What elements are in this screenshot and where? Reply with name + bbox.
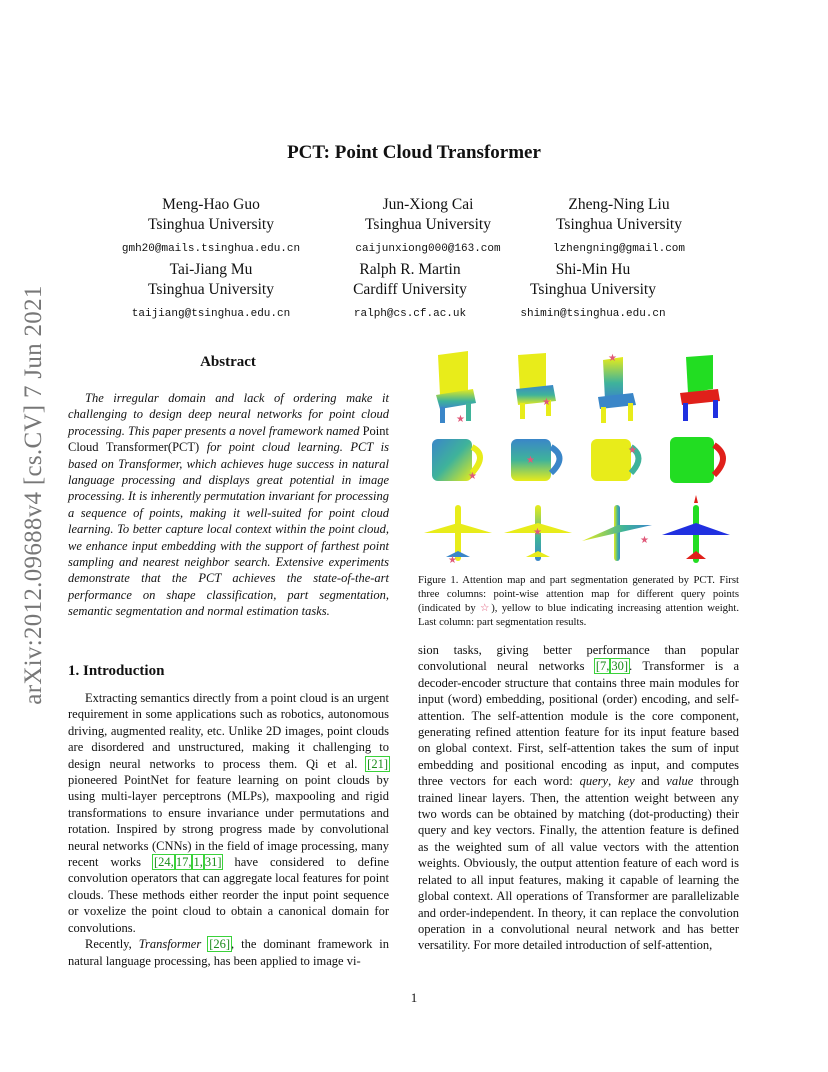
svg-text:★: ★: [628, 445, 637, 456]
term-value: value: [666, 774, 694, 789]
author-block: [101, 260, 321, 324]
svg-text:★: ★: [468, 471, 477, 482]
term-query: query: [579, 774, 609, 789]
paper-title: PCT: Point Cloud Transformer: [287, 142, 541, 163]
author-email[interactable]: shimin@tsinghua.edu.cn: [520, 308, 666, 320]
chair-attention-1: [436, 351, 476, 425]
framework-name: Point Cloud Transformer(PCT): [68, 423, 390, 455]
author-name: Shi-Min Hu: [555, 261, 631, 278]
author-block: [483, 260, 703, 324]
chair-segmentation: [680, 355, 720, 421]
author-name: Meng-Hao Guo: [162, 196, 260, 213]
figure-1-image: [418, 345, 738, 570]
airplane-attention-2: [504, 505, 572, 561]
mug-attention-3: [591, 439, 639, 481]
figure-caption: [418, 573, 739, 629]
intro-text: , the dominant framework in natural language processing, has been applied to image vi-: [68, 937, 389, 968]
citation-link[interactable]: [7,: [595, 659, 610, 674]
author-name: Jun-Xiong Cai: [382, 196, 474, 213]
body-text: and: [641, 774, 660, 789]
attention-map-figure: [418, 345, 738, 570]
author-email[interactable]: gmh20@mails.tsinghua.edu.cn: [121, 243, 301, 255]
author-name: Tai-Jiang Mu: [169, 261, 253, 278]
author-affiliation: Tsinghua University: [148, 281, 274, 298]
intro-text: Recently,: [85, 937, 132, 952]
intro-text: pioneered PointNet for feature learning on point clouds by using multi-layer perceptrons (MLPs), maxpooling and rigid transformations to ensure invariance under permutations and rotation. Inspired by strong progress made by convolutional neural networks (CNNs) in the field of image processing, many recent works: [68, 773, 389, 870]
page-number: 1: [410, 990, 418, 1005]
body-text: through trained linear layers. Then, the attention weight between any two words can be obtained by matching (dot-producting) their query and key vectors. Finally, the attention feature is defined as the weighted sum of all value vectors with the attention weights. Obviously, the output attention feature of each word is related to all input features, making it capable of learning the global context. All operations of Transformer are parallelizable and order-independent. In theory, it can replace the convolution operation in a convolutional neural network and has better versatility. For more detailed introduction of self-attention,: [418, 774, 740, 953]
svg-text:★: ★: [608, 353, 617, 364]
abstract-part-1: The irregular domain and lack of ordering make it challenging to design deep neural networks for point cloud processing. This paper presents a novel framework named: [68, 391, 389, 438]
arxiv-identifier: [14, 285, 54, 705]
svg-text:★: ★: [542, 397, 551, 408]
author-affiliation: Tsinghua University: [365, 216, 491, 233]
arxiv-id-text: arXiv:2012.09688v4 [cs.CV] 7 Jun 2021: [20, 285, 47, 705]
mug-attention-1: [432, 439, 480, 482]
introduction-text: [68, 690, 389, 969]
airplane-attention-3: [582, 505, 652, 561]
citation-link[interactable]: 31]: [204, 855, 222, 870]
author-block: [101, 195, 321, 259]
airplane-attention-1: [424, 505, 492, 566]
chair-attention-3: [598, 353, 636, 423]
author-block: [318, 195, 538, 259]
right-column-text: sion tasks, giving better performance than popular convolutional neural networks [7, 30]. Transformer is a decoder-encoder structure that contains three main modules for input (word) embedding, positional (order) encoding, and self-attention. The self-attention module is the core component, generating refined attention feature for its input feature based on global context. First, self-attention takes the sum of input embedding and positional encoding as input, and computes three vectors for each word: query, key and value through trained linear layers. Then, the attention weight between any two words can be obtained by matching (dot-producting) their query and key vectors. Finally, the attention feature is defined as the weighted sum of all value vectors with the attention weights. Obviously, the output attention feature of each word is related to all input features, making it capable of learning the global context. All operations of Transformer are parallelizable and order-independent. In theory, it can replace the convolution operation in a convolutional neural network and has better versatility. For more detailed introduction of self-attention,: [418, 643, 740, 953]
citation-link[interactable]: 1,: [193, 855, 203, 870]
body-text: . Transformer is a decoder-encoder structure that contains three main modules for input (word) embedding, positional (order) encoding, and self-attention. The self-attention module is the core component, generating refined attention feature for its input feature based on global context. First, self-attention takes the sum of input embedding and positional encoding as input, and computes three vectors for each word:: [418, 659, 739, 789]
caption-text: Figure 1. Attention map and part segmentation generated by PCT. First three columns: point-wise attention map for different query points (indicated by: [418, 574, 739, 614]
svg-text:★: ★: [526, 455, 535, 466]
author-block: [509, 195, 729, 259]
author-affiliation: Tsinghua University: [556, 216, 682, 233]
author-email[interactable]: taijiang@tsinghua.edu.cn: [131, 308, 291, 320]
abstract-heading: Abstract: [200, 354, 256, 370]
author-affiliation: Tsinghua University: [148, 216, 274, 233]
citation-link[interactable]: 30]: [611, 659, 629, 674]
term-key: key: [617, 774, 635, 789]
svg-text:★: ★: [640, 535, 649, 546]
transformer-term: Transformer: [138, 937, 202, 952]
svg-text:★: ★: [533, 527, 542, 538]
citation-link[interactable]: [24,: [154, 855, 174, 870]
chair-attention-2: [516, 353, 556, 419]
body-text: sion tasks, giving better performance than popular convolutional neural networks: [418, 643, 739, 674]
intro-text: Extracting semantics directly from a point cloud is an urgent requirement in some applications such as robotics, autonomous driving, augmented reality, etc. Unlike 2D images, point clouds are disordered and unstructured, making it challenging to design neural networks to process them. Qi et al.: [68, 691, 389, 771]
author-name: Zheng-Ning Liu: [568, 196, 670, 213]
author-email[interactable]: ralph@cs.cf.ac.uk: [353, 308, 467, 320]
mug-attention-2: [511, 439, 560, 481]
airplane-segmentation: [662, 495, 730, 563]
citation-link[interactable]: [21]: [367, 756, 388, 771]
caption-text: ), yellow to blue indicating increasing attention weight. Last column: part segmentation results.: [418, 602, 739, 628]
intro-text: have considered to define convolution operators that can aggregate local features for point clouds. These methods either reorder the input point sequence or voxelize the point cloud to obtain a canonical domain for convolutions.: [68, 855, 390, 935]
author-affiliation: Tsinghua University: [530, 281, 656, 298]
mug-segmentation: [670, 437, 723, 483]
citation-link[interactable]: [26]: [209, 937, 231, 952]
abstract-part-2: for point cloud learning. PCT is based on Transformer, which achieves huge success in natural language processing and displays great potential in image processing. It is inherently permutation invariant for processing a sequence of points, making it well-suited for point cloud learning. To better capture local context within the point cloud, we enhance input embedding with the support of farthest point sampling and nearest neighbor search. Extensive experiments demonstrate that the PCT achieves the state-of-the-art performance on shape classification, part segmentation, semantic segmentation and normal estimation tasks.: [68, 440, 390, 619]
citation-link[interactable]: 17,: [175, 855, 192, 870]
svg-text:★: ★: [456, 414, 465, 425]
author-affiliation: Cardiff University: [353, 281, 467, 298]
svg-text:★: ★: [448, 555, 457, 566]
author-email[interactable]: lzhengning@gmail.com: [552, 243, 686, 255]
section-heading: 1. Introduction: [68, 663, 165, 679]
author-email[interactable]: caijunxiong000@163.com: [355, 243, 501, 255]
abstract-text: [68, 390, 389, 620]
star-icon: ☆: [479, 602, 492, 614]
author-name: Ralph R. Martin: [359, 261, 461, 278]
